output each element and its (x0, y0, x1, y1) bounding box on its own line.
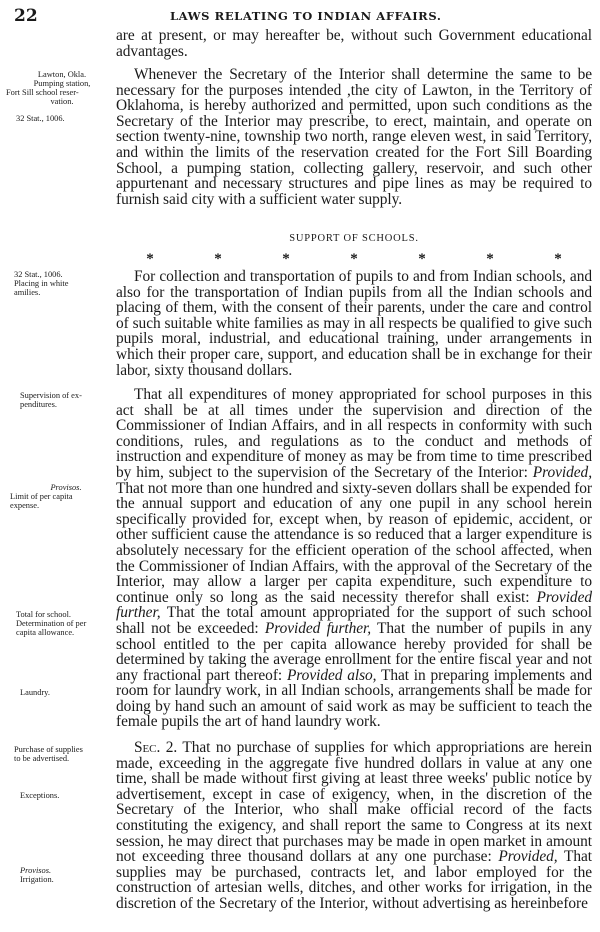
margin-note (6, 70, 118, 106)
star: * (282, 251, 290, 267)
paragraph-continued: are at present, or may hereafter be, without such Government educational advantages. (116, 27, 592, 60)
note-line: expense. (10, 501, 40, 510)
ellipsis-stars (116, 251, 592, 268)
note-line: Laundry. (20, 688, 50, 697)
running-title: LAWS RELATING TO INDIAN AFFAIRS. (170, 9, 442, 23)
text-run: That supplies may be purchased, contracts let, and labor employed for the construction of artesian wells, ditches, and other works for irrigation, in the discretion of the Secretary of the Interior, without advertising as hereinbefore (116, 848, 592, 912)
margin-note (16, 610, 128, 637)
note-line: 32 Stat., 1006. (16, 114, 65, 123)
star: * (146, 251, 154, 267)
proviso: Provided also, (286, 666, 377, 684)
proviso: Provided, (532, 463, 592, 481)
margin-note (14, 745, 126, 763)
note-line: Purchase of supplies (14, 745, 83, 754)
star: * (486, 251, 494, 267)
note-line: Placing in white (14, 279, 69, 288)
note-line: Limit of per capita (10, 492, 73, 501)
text-run: That all expenditures of money appropriated for school purposes in this act shall be at all times under the supervision and direction of the Commissioner of Indian Affairs, and in all respects in conformity with such conditions, rules, and regulations as to the conduct and methods of instruction and expenditure of money as may be from time to time prescribed by him, subject to the supervision of the Secretary of the Interior: (116, 386, 592, 481)
note-line: 32 Stat., 1006. (14, 270, 63, 279)
star: * (214, 251, 222, 267)
paragraph-lawton-water-supply: Whenever the Secretary of the Interior shall determine the same to be necessary for the purposes intended ,the city of Lawton, in the Territory of Oklahoma, is hereby authorized and permitted, upon such conditions as the Secretary of the Interior may prescribe, to erect, maintain, and operate on section twenty-nine, township two north, range eleven west, in said Territory, and within the limits of the reservation created for the Fort Sill Boarding School, a pumping station, collecting gallery, reservoir, and such other appurtenant and necessary structures and pipe lines as may be required to furnish said city with a sufficient water supply. (116, 66, 592, 208)
note-line: Pumping station, (33, 79, 91, 88)
text-run: That no purchase of supplies for which appropriations are herein made, exceeding in the aggregate five hundred dollars in value at any one time, shall be made without first giving at least three weeks' public notice by advertisement, except in case of exigency, when, in the discretion of the Secretary of the Interior, who shall make official record of the facts constituting the exigency, and shall report the same to Congress at its next session, he may direct that purchases may be made in open market in amount not exceeding three thousand dollars at any one purchase: (116, 739, 592, 866)
note-line: Supervision of ex- (20, 391, 82, 400)
note-line: Irrigation. (20, 875, 54, 884)
text-run: That in preparing implements and room for laundry work, in all Indian schools, arrangements shall be made for doing by hand such an amount of said work as may be sufficient to teach the female pupils the art of hand laundry work. (116, 666, 592, 731)
page-header (0, 6, 600, 26)
star: * (418, 251, 426, 267)
proviso: Provided further, (264, 619, 372, 637)
note-line: Provisos. (20, 866, 52, 875)
margin-note (16, 114, 128, 123)
proviso: Provided, (498, 848, 558, 866)
text-run: That the number of pupils in any school entitled to the per capita allowance hereby provided for shall be determined by taking the average enrollment for the entire fiscal year and not any fractional part thereof: (116, 619, 592, 684)
paragraph-transportation-of-pupils: For collection and transportation of pupils to and from Indian schools, and also for the transportation of Indian pupils from all the Indian schools and placing of them, with the consent of their parents, under the care and control of such suitable white families as may in all respects be qualified to give such pupils moral, industrial, and educational training, under arrangements in which their proper care, support, and education shall be in exchange for their labor, sixty thousand dollars. (116, 268, 592, 379)
star: * (554, 251, 562, 267)
note-line: Exceptions. (20, 791, 60, 800)
paragraph-section-2-purchases (116, 740, 592, 912)
note-line: to be advertised. (14, 754, 70, 763)
note-line: Lawton, Okla. (37, 70, 87, 79)
section-number: Sec. 2. (134, 739, 178, 756)
margin-note (10, 483, 122, 510)
section-heading: SUPPORT OF SCHOOLS. (289, 233, 419, 244)
note-line: Provisos. (50, 483, 82, 492)
note-line: Determination of per (16, 619, 87, 628)
paragraph-supervision-of-expenditures (116, 387, 592, 730)
margin-note (14, 270, 126, 297)
note-line: penditures. (20, 400, 57, 409)
note-line: vation. (50, 97, 74, 106)
note-line: capita allowance. (16, 628, 75, 637)
text-run: That not more than one hundred and sixty-seven dollars shall be expended for the annual support and education of any one pupil in any school herein specifically provided for, except when, by reason of epidemic, accident, or other sufficient cause the attendance is so reduced that a larger expenditure is absolutely necessary for the efficient operation of the school affected, when the Commissioner of Indian Affairs, with the approval of the Secretary of the Interior, may allow a larger per capita expenditure, such expenditure to continue only so long as the said necessity therefor shall exist: (116, 479, 592, 606)
star: * (350, 251, 358, 267)
note-line: amilies. (14, 288, 41, 297)
note-line: Total for school. (16, 610, 72, 619)
proviso: Provided further, (116, 588, 592, 622)
text-run: That the total amount appropriated for the support of such school shall not be exceeded: (116, 604, 592, 637)
note-line: Fort Sill school reser- (6, 88, 79, 97)
page-number: 22 (14, 6, 38, 26)
